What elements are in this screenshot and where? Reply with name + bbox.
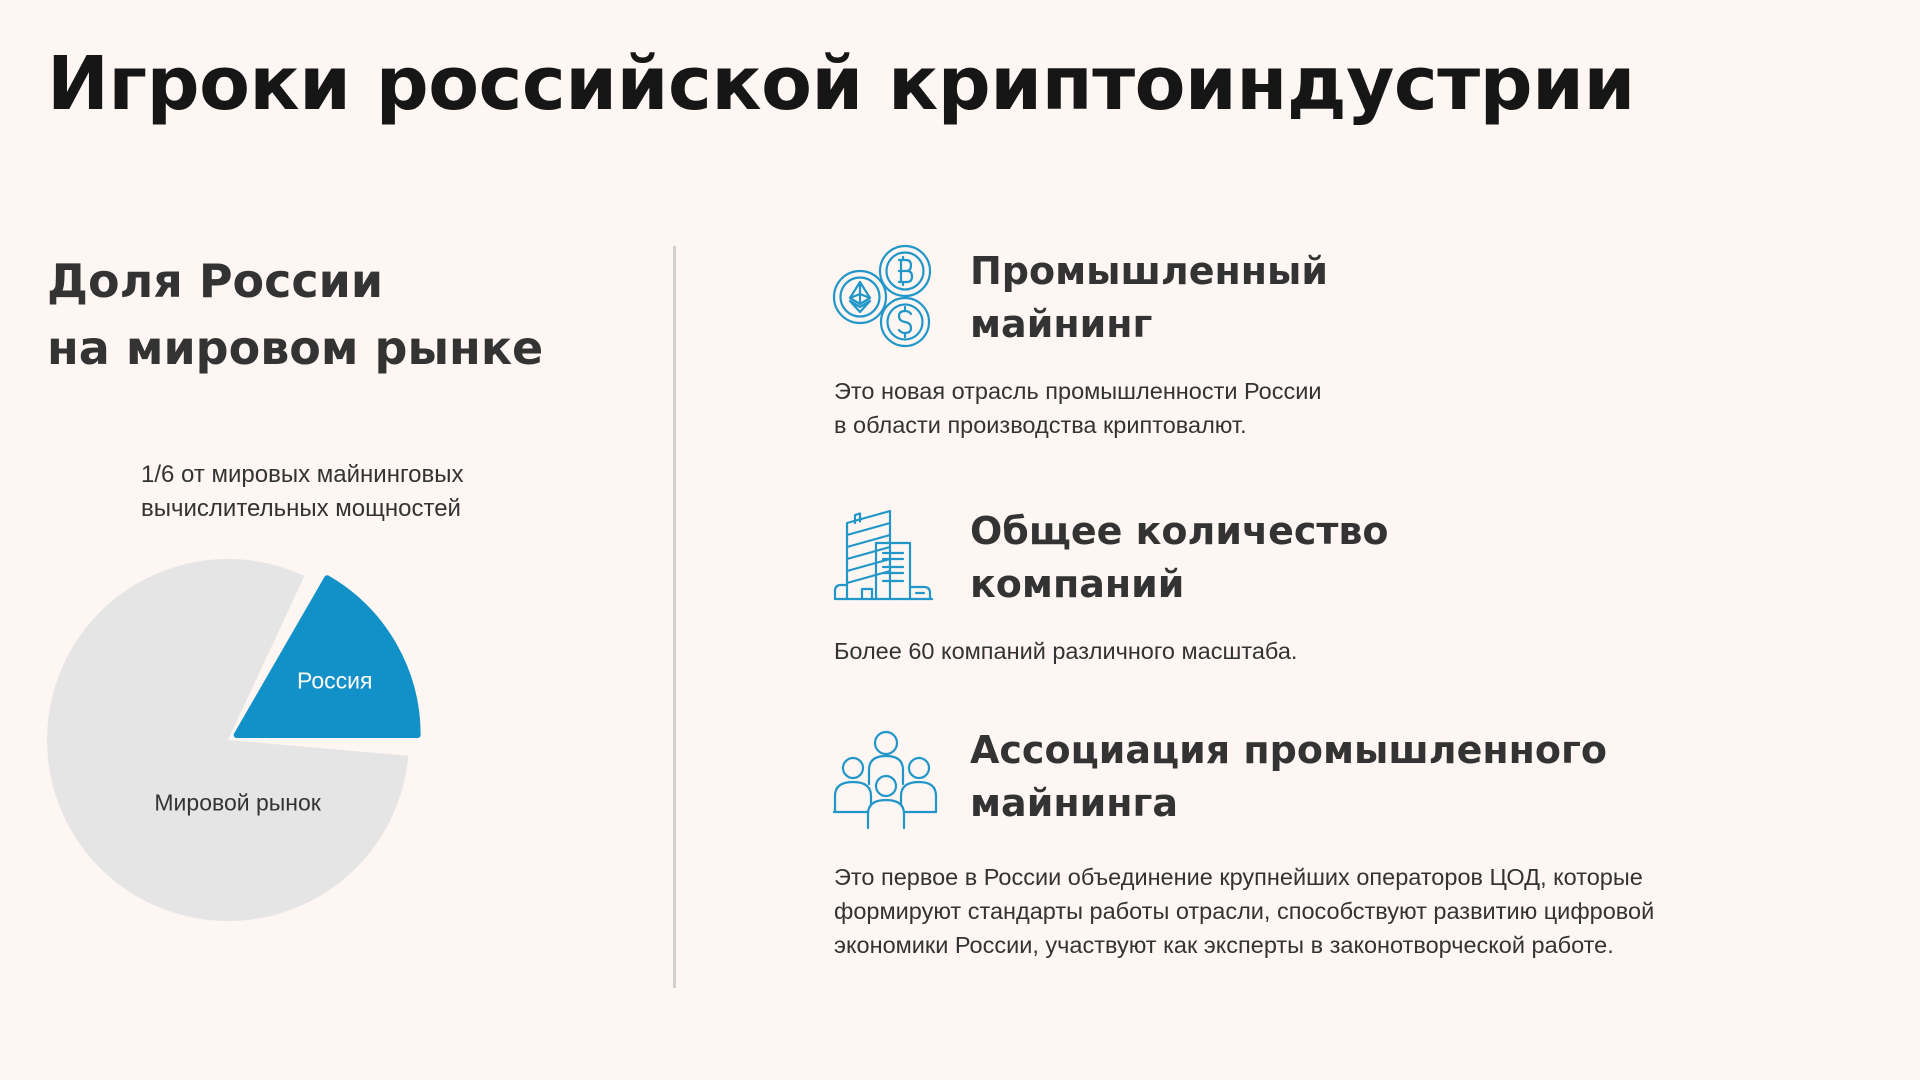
- feature-title-company-count-line-1: Общее количество: [970, 509, 1389, 553]
- feature-title-company-count: [970, 505, 1389, 611]
- feature-title-mining-association: [970, 724, 1607, 830]
- chart-caption-line-2: вычислительных мощностей: [141, 495, 461, 522]
- pie-label-russia: Россия: [296, 667, 373, 694]
- feature-desc-industrial-mining-line-2: в области производства криптовалют.: [834, 412, 1247, 438]
- feature-title-mining-association-line-2: майнинга: [970, 781, 1178, 825]
- market-share-pie-chart: [0, 0, 460, 960]
- page-title: Игроки российской криптоиндустрии: [47, 41, 1635, 127]
- feature-desc-industrial-mining-line-1: Это новая отрасль промышленности России: [834, 378, 1322, 404]
- people-group-icon: [832, 726, 936, 830]
- feature-desc-mining-association-line-1: Это первое в России объединение крупнейших операторов ЦОД, которые: [834, 864, 1643, 890]
- market-share-heading-line-1: Доля России: [47, 254, 384, 308]
- feature-desc-mining-association: [834, 860, 1654, 962]
- chart-caption-line-1: 1/6 от мировых майнинговых: [141, 461, 464, 488]
- feature-title-industrial-mining: [970, 245, 1328, 351]
- feature-desc-company-count: [834, 634, 1297, 668]
- feature-desc-mining-association-line-2: формируют стандарты работы отрасли, способствуют развитию цифровой: [834, 898, 1655, 924]
- buildings-icon: [832, 503, 936, 607]
- feature-title-industrial-mining-line-1: Промышленный: [970, 249, 1328, 293]
- market-share-heading-line-2: на мировом рынке: [47, 321, 544, 375]
- feature-desc-company-count-line-1: Более 60 компаний различного масштаба.: [834, 638, 1298, 664]
- feature-title-industrial-mining-line-2: майнинг: [970, 302, 1153, 346]
- feature-title-company-count-line-2: компаний: [970, 562, 1185, 606]
- crypto-coins-icon: [832, 244, 936, 348]
- vertical-divider: [673, 246, 676, 988]
- feature-desc-mining-association-line-3: экономики России, участвуют как эксперты в законотворческой работе.: [834, 932, 1614, 958]
- pie-label-world-market: Мировой рынок: [154, 789, 321, 816]
- feature-title-mining-association-line-1: Ассоциация промышленного: [970, 728, 1607, 772]
- feature-desc-industrial-mining: [834, 374, 1321, 442]
